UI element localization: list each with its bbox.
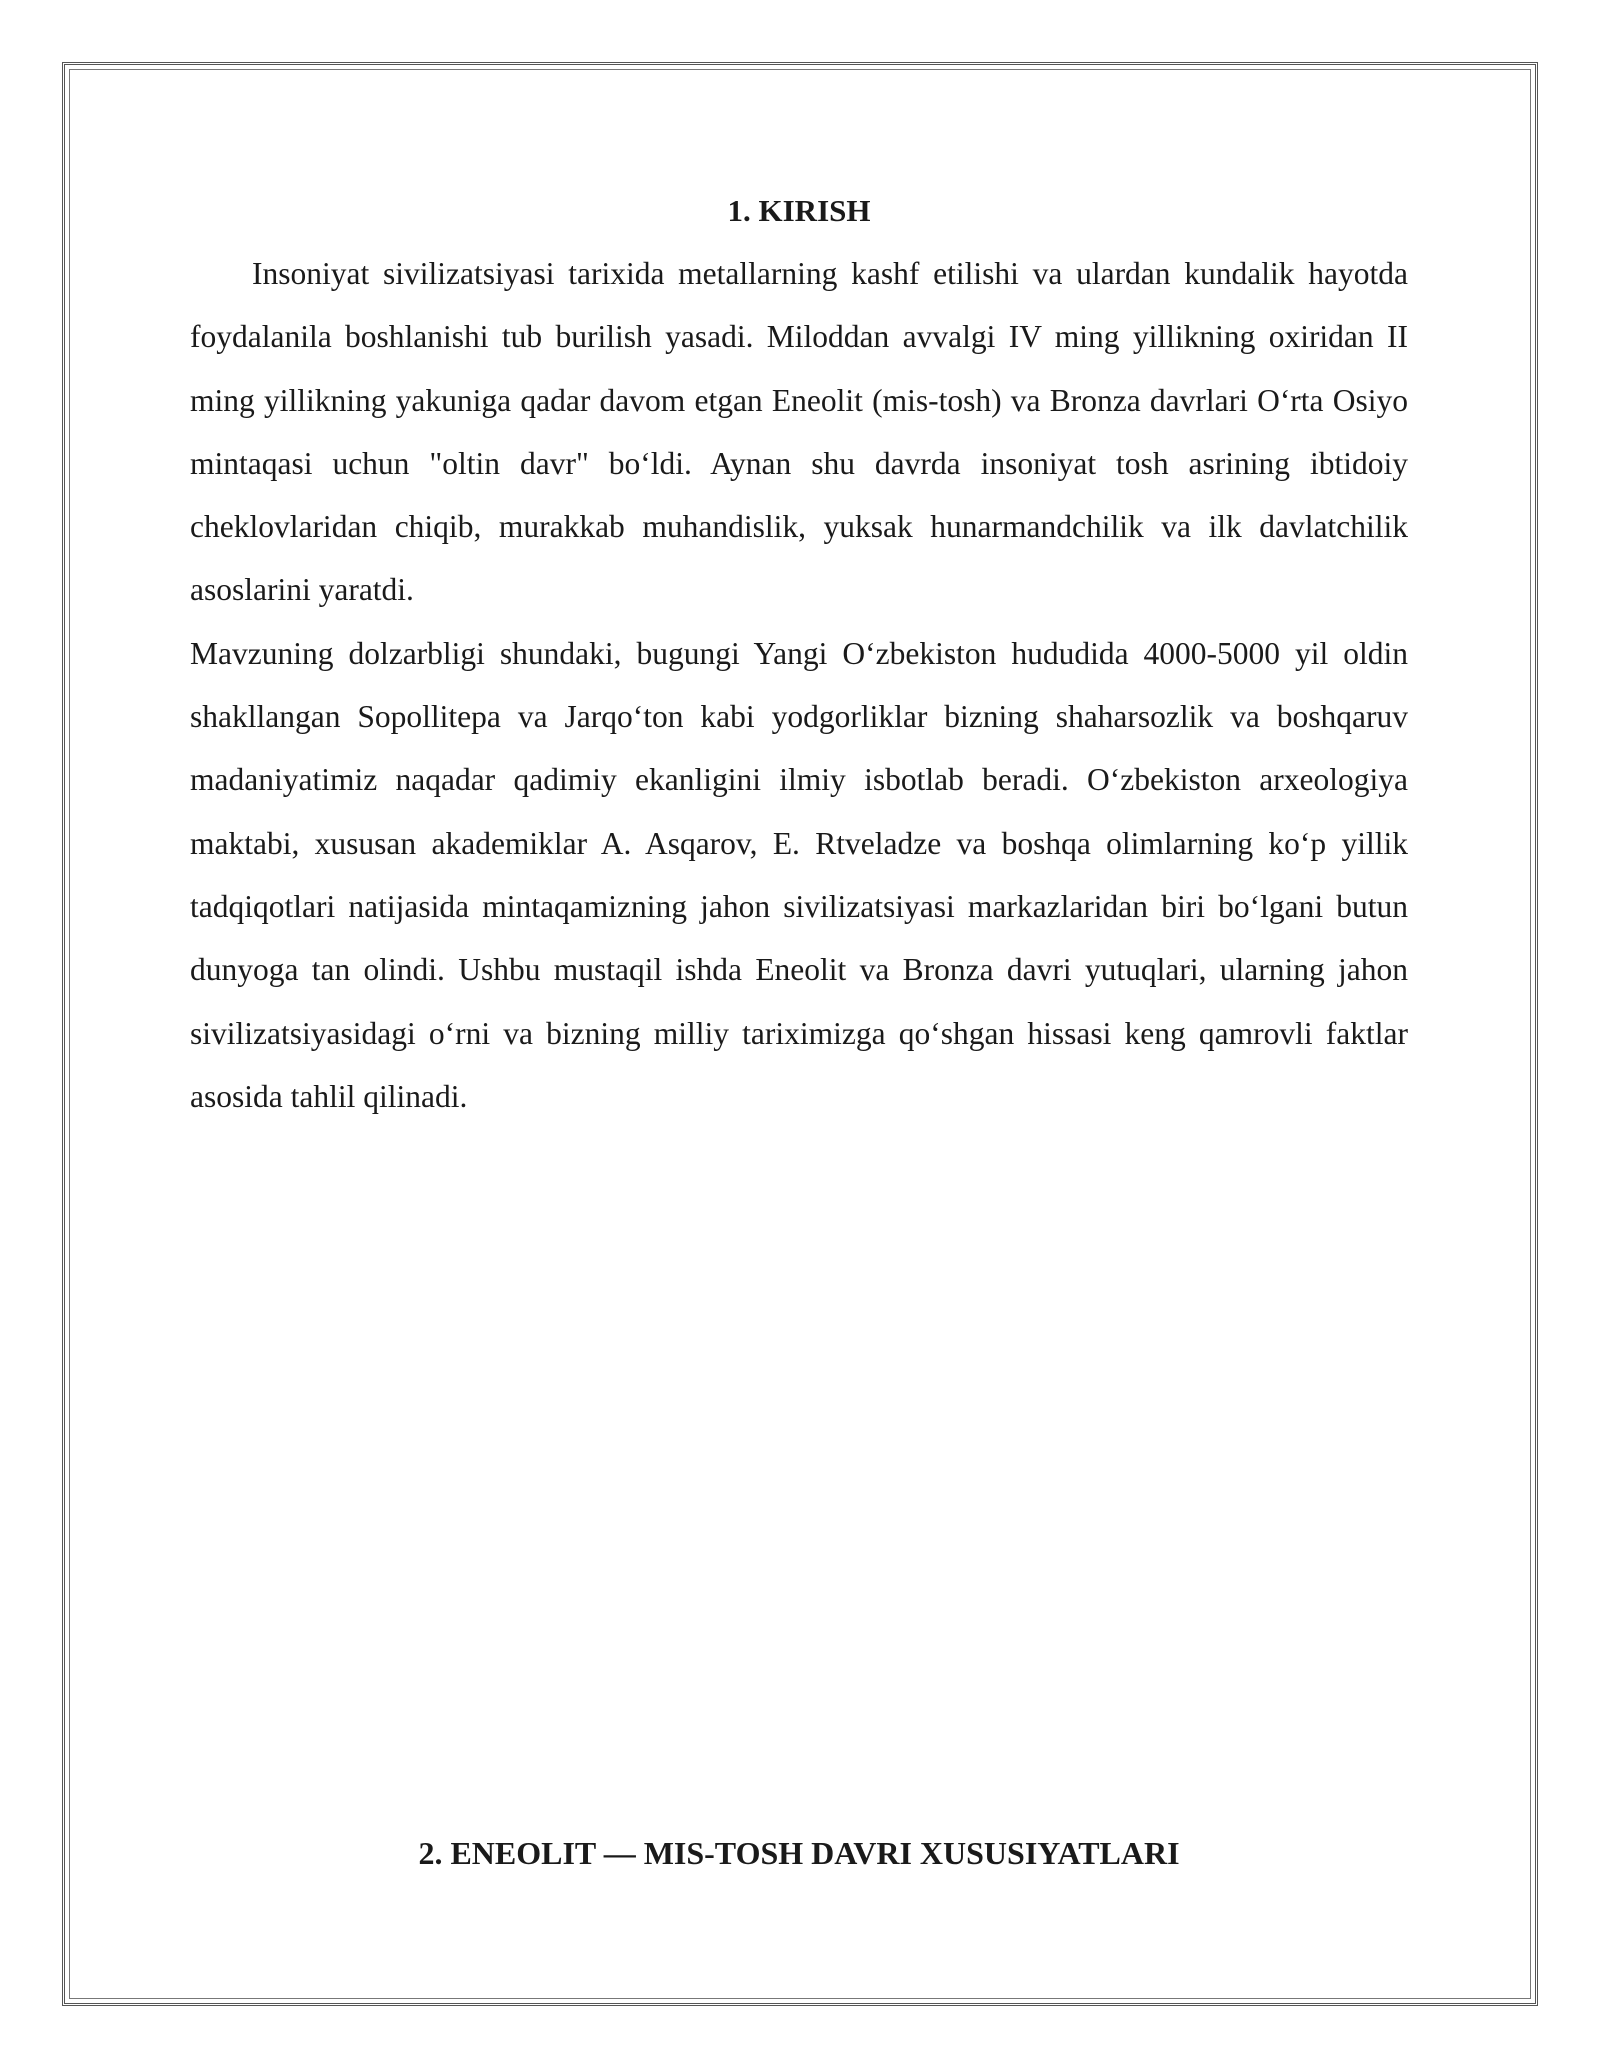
section-1-heading: 1. KIRISH	[727, 193, 871, 228]
section-1	[190, 180, 1408, 1128]
paragraph-relevance: Mavzuning dolzarbligi shundaki, bugungi Yangi O‘zbekiston hududida 4000-5000 yil oldin shakllangan Sopollitepa va Jarqo‘ton kabi yodgorliklar bizning shaharsozlik va boshqaruv madaniyatimiz naqadar qadimiy ekanligini ilmiy isbotlab beradi. O‘zbekiston arxeologiya maktabi, xususan akademiklar A. Asqarov, E. Rtveladze va boshqa olimlarning ko‘p yillik tadqiqotlari natijasida mintaqamizning jahon sivilizatsiyasi markazlaridan biri bo‘lgani butun dunyoga tan olindi. Ushbu mustaqil ishda Eneolit va Bronza davri yutuqlari, ularning jahon sivilizatsiyasidagi o‘rni va bizning milliy tariximizga qo‘shgan hissasi keng qamrovli faktlar asosida tahlil qilinadi.	[190, 635, 1408, 1114]
paragraph-intro: Insoniyat sivilizatsiyasi tarixida metallarning kashf etilishi va ulardan kundalik hayotda foydalanila boshlanishi tub burilish yasadi. Miloddan avvalgi IV ming yillikning oxiridan II ming yillikning yakuniga qadar davom etgan Eneolit (mis-tosh) va Bronza davrlari O‘rta Osiyo mintaqasi uchun "oltin davr" bo‘ldi. Aynan shu davrda insoniyat tosh asrining ibtidoiy cheklovlaridan chiqib, murakkab muhandislik, yuksak hunarmandchilik va ilk davlatchilik asoslarini yaratdi.	[190, 256, 1408, 608]
section-2-heading: 2. ENEOLIT — MIS-TOSH DAVRI XUSUSIYATLARI	[418, 1835, 1180, 1871]
